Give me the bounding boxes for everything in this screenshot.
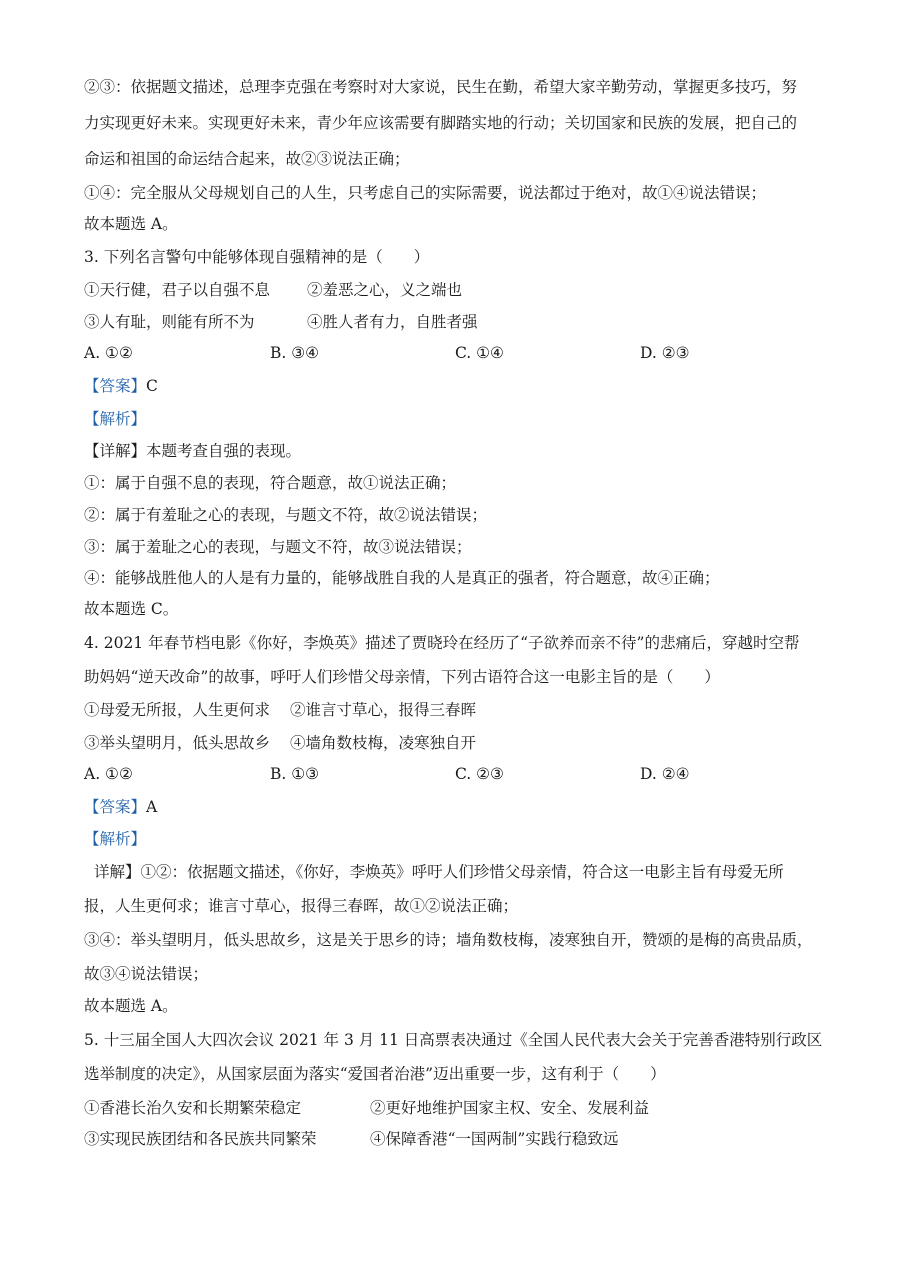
q4-choice-b: B. ①③ [270,765,320,783]
question-3-stem: 3. 下列名言警句中能够体现自强精神的是（ ） [84,248,430,266]
q4-item-1: ①母爱无所报，人生更何求 [84,701,271,719]
answer-value: A [146,798,158,816]
q4-item-2: ②谁言寸草心，报得三春晖 [290,701,477,719]
q5-item-1: ①香港长治久安和长期繁荣稳定 [84,1099,302,1117]
q4-detail-line: ③④：举头望明月，低头思故乡，这是关于思乡的诗；墙角数枝梅，凌寒独自开，赞颂的是梅的高贵品质， [84,931,813,949]
question-5-stem: 5. 十三届全国人大四次会议 2021 年 3 月 11 日高票表决通过《全国人民代表大会关于完善香港特别行政区 [84,1031,823,1049]
q3-item-1: ①天行健，君子以自强不息 [84,281,271,299]
text-line: 命运和祖国的命运结合起来，故②③说法正确； [84,150,410,168]
q5-item-2: ②更好地维护国家主权、安全、发展利益 [370,1099,650,1117]
q4-answer [84,797,157,817]
question-4-stem: 4. 2021 年春节档电影《你好，李焕英》描述了贾晓玲在经历了“子欲养而亲不待”的悲痛后，穿越时空帮 [84,634,800,652]
question-5-stem: 选举制度的决定》，从国家层面为落实“爱国者治港”迈出重要一步，这有利于（ ） [84,1065,666,1083]
q4-detail-line: 故③④说法错误； [84,965,209,983]
q3-item-2: ②羞恶之心，义之端也 [307,281,463,299]
text-line: 故本题选 A。 [84,215,178,233]
q5-item-3: ③实现民族团结和各民族共同繁荣 [84,1130,317,1148]
q4-choice-d: D. ②④ [640,765,690,783]
q4-choice-a: A. ①② [84,765,133,783]
q3-detail-line: ③：属于羞耻之心的表现，与题文不符，故③说法错误； [84,538,472,556]
q4-detail-line: 故本题选 A。 [84,997,178,1015]
answer-value: C [146,377,158,395]
q4-item-4: ④墙角数枝梅，凌寒独自开 [290,734,477,752]
q3-choice-b: B. ③④ [270,344,320,362]
q4-item-3: ③举头望明月，低头思故乡 [84,734,271,752]
q3-detail-line: ②：属于有羞耻之心的表现，与题文不符，故②说法错误； [84,506,488,524]
q4-choice-c: C. ②③ [455,765,504,783]
text-line: ②③：依据题文描述，总理李克强在考察时对大家说，民生在勤，希望大家辛勤劳动，掌握更多技巧，努 [84,78,798,96]
answer-tag: 【答案】 [84,377,147,395]
q3-item-4: ④胜人者有力，自胜者强 [307,313,478,331]
q3-detail-line: ④：能够战胜他人的人是有力量的，能够战胜自我的人是真正的强者，符合题意，故④正确； [84,569,720,587]
q4-detail-line: 详解】①②：依据题文描述，《你好，李焕英》呼吁人们珍惜父母亲情，符合这一电影主旨有母爱无所 [94,863,784,881]
q3-choice-c: C. ①④ [455,344,504,362]
text-line: 力实现更好未来。实现更好未来，青少年应该需要有脚踏实地的行动；关切国家和民族的发展，把自己的 [84,114,798,132]
q3-choice-a: A. ①② [84,344,133,362]
answer-tag: 【答案】 [84,798,147,816]
q3-detail-line: 【详解】本题考查自强的表现。 [84,442,302,460]
q5-item-4: ④保障香港“一国两制”实践行稳致远 [370,1130,619,1148]
question-4-stem: 助妈妈“逆天改命”的故事，呼吁人们珍惜父母亲情，下列古语符合这一电影主旨的是（ ） [84,668,720,686]
q4-detail-line: 报，人生更何求；谁言寸草心，报得三春晖，故①②说法正确； [84,897,519,915]
q3-detail-line: 故本题选 C。 [84,600,179,618]
q3-answer [84,376,158,396]
q3-detail-line: ①：属于自强不息的表现，符合题意，故①说法正确； [84,474,457,492]
q4-analysis-tag: 【解析】 [84,830,147,848]
text-line: ①④：完全服从父母规划自己的人生，只考虑自己的实际需要，说法都过于绝对，故①④说法错误； [84,184,767,202]
q3-item-3: ③人有耻，则能有所不为 [84,313,255,331]
q3-choice-d: D. ②③ [640,344,690,362]
q3-analysis-tag: 【解析】 [84,410,147,428]
